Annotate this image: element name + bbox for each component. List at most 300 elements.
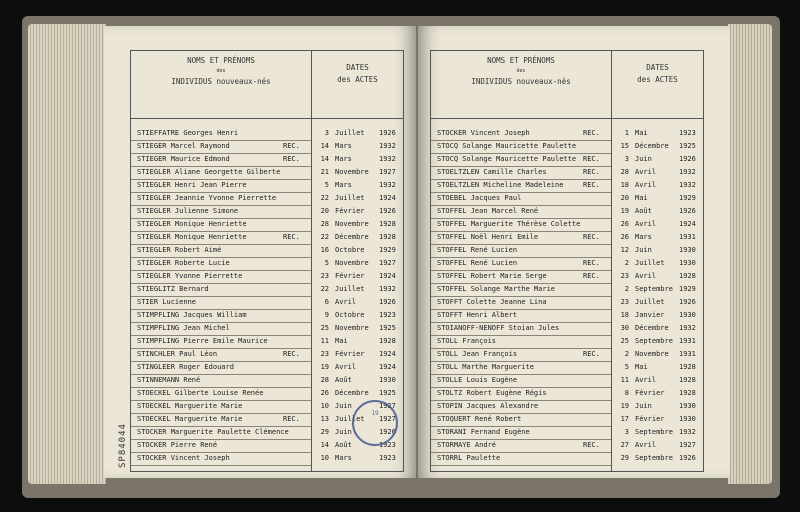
entry-name: STIEGER Maurice Edmond xyxy=(137,155,230,163)
entry-name: STOELTZLEN Camille Charles xyxy=(437,168,547,176)
entry-day: 30 xyxy=(620,324,629,332)
right-dates-header: DATES des ACTES xyxy=(637,63,678,84)
entry-month: Novembre xyxy=(335,259,369,267)
row-rule xyxy=(431,348,611,349)
entry-name: STOFFEL Jean Marcel René xyxy=(437,207,539,215)
entry-month: Septembre xyxy=(635,454,673,462)
entry-name: STORMAYE André xyxy=(437,441,497,449)
entry-name: STOLL Marthe Marguerite xyxy=(437,363,534,371)
entry-year: 1932 xyxy=(379,142,396,150)
table-row xyxy=(131,350,403,360)
table-row xyxy=(431,454,703,464)
table-row xyxy=(431,246,703,256)
entry-day: 8 xyxy=(624,389,629,397)
entry-day: 23 xyxy=(320,350,329,358)
row-rule xyxy=(131,452,311,453)
entry-month: Avril xyxy=(635,376,657,384)
entry-month: Avril xyxy=(635,168,657,176)
row-rule xyxy=(431,270,611,271)
entry-month: Février xyxy=(635,389,665,397)
entry-year: 1928 xyxy=(379,220,396,228)
row-rule xyxy=(431,426,611,427)
table-row xyxy=(431,220,703,230)
entry-day: 25 xyxy=(620,337,629,345)
right-header xyxy=(430,50,704,119)
table-row xyxy=(431,428,703,438)
entry-name: STIEGLER Jeannie Yvonne Pierrette xyxy=(137,194,277,202)
entry-year: 1928 xyxy=(679,363,696,371)
table-row xyxy=(431,285,703,295)
entry-rec: REC. xyxy=(583,441,600,449)
table-row xyxy=(431,376,703,386)
table-row xyxy=(431,363,703,373)
entry-year: 1926 xyxy=(379,129,396,137)
entry-year: 1929 xyxy=(679,285,696,293)
entry-name: STIEGLER Yvonne Pierrette xyxy=(137,272,243,280)
entry-name: STOIANOFF-NENOFF Stoian Jules xyxy=(437,324,560,332)
entry-month: Décembre xyxy=(335,233,369,241)
entry-year: 1929 xyxy=(679,194,696,202)
row-rule xyxy=(431,205,611,206)
entry-year: 1930 xyxy=(679,311,696,319)
entry-year: 1926 xyxy=(379,298,396,306)
row-rule xyxy=(131,465,311,466)
table-row xyxy=(131,194,403,204)
entry-month: Avril xyxy=(635,220,657,228)
entry-month: Juin xyxy=(335,428,352,436)
table-row xyxy=(131,168,403,178)
table-row xyxy=(431,233,703,243)
entry-year: 1930 xyxy=(679,259,696,267)
table-row xyxy=(431,311,703,321)
table-row xyxy=(131,285,403,295)
row-rule xyxy=(131,244,311,245)
entry-year: 1931 xyxy=(679,350,696,358)
entry-month: Novembre xyxy=(635,350,669,358)
row-rule xyxy=(431,218,611,219)
row-rule xyxy=(131,153,311,154)
entry-month: Décembre xyxy=(335,389,369,397)
row-rule xyxy=(431,309,611,310)
row-rule xyxy=(131,257,311,258)
entry-rec: REC. xyxy=(583,129,600,137)
entry-name: STOPIN Jacques Alexandre xyxy=(437,402,539,410)
entry-year: 1926 xyxy=(679,155,696,163)
entry-day: 19 xyxy=(620,207,629,215)
entry-day: 23 xyxy=(320,272,329,280)
entry-name: STIEFFATRE Georges Henri xyxy=(137,129,239,137)
entry-month: Novembre xyxy=(335,220,369,228)
entry-month: Mars xyxy=(635,233,652,241)
row-rule xyxy=(431,465,611,466)
table-row xyxy=(431,259,703,269)
entry-day: 17 xyxy=(620,415,629,423)
row-rule xyxy=(131,218,311,219)
table-row xyxy=(131,207,403,217)
row-rule xyxy=(131,283,311,284)
entry-name: STINGLEER Roger Edouard xyxy=(137,363,234,371)
table-row xyxy=(131,376,403,386)
table-row xyxy=(431,207,703,217)
table-row xyxy=(431,194,703,204)
entry-month: Juillet xyxy=(335,129,365,137)
entry-year: 1927 xyxy=(379,168,396,176)
entry-name: STIEGER Marcel Raymond xyxy=(137,142,230,150)
table-row xyxy=(131,129,403,139)
table-row xyxy=(131,298,403,308)
table-row xyxy=(431,415,703,425)
entry-name: STOFFEL Solange Marthe Marie xyxy=(437,285,556,293)
table-row xyxy=(131,337,403,347)
row-rule xyxy=(431,296,611,297)
entry-year: 1926 xyxy=(679,207,696,215)
right-names-header: NOMS ET PRÉNOMS des INDIVIDUS nouveaux-nés xyxy=(431,51,612,119)
entry-month: Juin xyxy=(335,402,352,410)
entry-year: 1923 xyxy=(679,129,696,137)
entry-name: STOFFEL Robert Marie Serge xyxy=(437,272,547,280)
entry-day: 2 xyxy=(624,259,629,267)
row-rule xyxy=(431,153,611,154)
entry-day: 9 xyxy=(324,311,329,319)
entry-day: 21 xyxy=(320,168,329,176)
entry-month: Juillet xyxy=(335,415,365,423)
entry-day: 28 xyxy=(320,376,329,384)
entry-year: 1924 xyxy=(679,220,696,228)
entry-name: STOLL Jean François xyxy=(437,350,518,358)
row-rule xyxy=(131,413,311,414)
entry-rec: REC. xyxy=(583,272,600,280)
row-rule xyxy=(131,322,311,323)
entry-year: 1925 xyxy=(679,142,696,150)
table-row xyxy=(131,246,403,256)
entry-day: 15 xyxy=(620,142,629,150)
row-rule xyxy=(131,348,311,349)
entry-rec: REC. xyxy=(283,233,300,241)
entry-day: 20 xyxy=(320,207,329,215)
row-rule xyxy=(431,413,611,414)
entry-month: Mai xyxy=(335,337,348,345)
entry-year: 1924 xyxy=(379,350,396,358)
table-row xyxy=(431,337,703,347)
row-rule xyxy=(131,140,311,141)
entry-name: STOEBEL Jacques Paul xyxy=(437,194,522,202)
entry-year: 1932 xyxy=(379,155,396,163)
entry-year: 1928 xyxy=(379,233,396,241)
entry-year: 1930 xyxy=(679,402,696,410)
row-rule xyxy=(431,374,611,375)
row-rule xyxy=(131,270,311,271)
entry-month: Août xyxy=(335,376,352,384)
row-rule xyxy=(131,374,311,375)
entry-year: 1927 xyxy=(379,259,396,267)
entry-day: 29 xyxy=(620,454,629,462)
entry-year: 1924 xyxy=(379,272,396,280)
entry-month: Novembre xyxy=(335,168,369,176)
entry-month: Mai xyxy=(635,363,648,371)
entry-rec: REC. xyxy=(583,350,600,358)
entry-month: Mars xyxy=(335,142,352,150)
entry-month: Février xyxy=(635,415,665,423)
entry-month: Octobre xyxy=(335,246,365,254)
entry-name: STOELTZLEN Micheline Madeleine xyxy=(437,181,564,189)
entry-name: STORRL Paulette xyxy=(437,454,501,462)
entry-month: Février xyxy=(335,350,365,358)
entry-day: 10 xyxy=(320,402,329,410)
entry-name: STINCHLER Paul Léon xyxy=(137,350,218,358)
entry-month: Décembre xyxy=(635,142,669,150)
entry-year: 1925 xyxy=(379,389,396,397)
entry-month: Septembre xyxy=(635,337,673,345)
entry-day: 28 xyxy=(620,168,629,176)
entry-rec: REC. xyxy=(583,155,600,163)
table-row xyxy=(131,363,403,373)
entry-year: 1923 xyxy=(379,454,396,462)
entry-year: 1932 xyxy=(679,428,696,436)
row-rule xyxy=(131,231,311,232)
entry-day: 22 xyxy=(320,285,329,293)
entry-name: STOLTZ Robert Eugène Régis xyxy=(437,389,547,397)
entry-year: 1927 xyxy=(379,415,396,423)
entry-day: 25 xyxy=(320,324,329,332)
row-rule xyxy=(131,426,311,427)
entry-name: STOCQ Solange Mauricette Paulette xyxy=(437,155,577,163)
entry-name: STIEGLER Roberte Lucie xyxy=(137,259,230,267)
row-rule xyxy=(131,309,311,310)
entry-year: 1932 xyxy=(679,324,696,332)
table-row xyxy=(431,272,703,282)
row-rule xyxy=(431,361,611,362)
left-header xyxy=(130,50,404,119)
table-row xyxy=(431,168,703,178)
entry-day: 29 xyxy=(320,428,329,436)
row-rule xyxy=(131,179,311,180)
entry-name: STOCKER Marguerite Paulette Clémence xyxy=(137,428,289,436)
entry-name: STOFFEL Marguerite Thérèse Colette xyxy=(437,220,581,228)
entry-month: Avril xyxy=(635,181,657,189)
entry-day: 5 xyxy=(324,181,329,189)
row-rule xyxy=(131,335,311,336)
entry-month: Juillet xyxy=(335,194,365,202)
table-row xyxy=(431,324,703,334)
entry-day: 18 xyxy=(620,311,629,319)
entry-day: 26 xyxy=(320,389,329,397)
entry-name: STOECKEL Marguerite Marie xyxy=(137,415,243,423)
entry-name: STOCKER Vincent Joseph xyxy=(437,129,530,137)
table-row xyxy=(431,350,703,360)
table-row xyxy=(131,142,403,152)
row-rule xyxy=(431,192,611,193)
table-row xyxy=(131,181,403,191)
entry-day: 5 xyxy=(624,363,629,371)
table-row xyxy=(431,142,703,152)
entry-name: STIEGLER Monique Henriette xyxy=(137,220,247,228)
entry-rec: REC. xyxy=(583,181,600,189)
entry-day: 2 xyxy=(624,350,629,358)
entry-month: Juin xyxy=(635,155,652,163)
entry-rec: REC. xyxy=(583,168,600,176)
entry-day: 3 xyxy=(324,129,329,137)
entry-year: 1926 xyxy=(679,454,696,462)
entry-day: 26 xyxy=(620,220,629,228)
entry-year: 1923 xyxy=(379,311,396,319)
entry-day: 19 xyxy=(620,402,629,410)
entry-year: 1928 xyxy=(679,272,696,280)
row-rule xyxy=(131,166,311,167)
entry-day: 14 xyxy=(320,155,329,163)
entry-month: Février xyxy=(335,272,365,280)
entry-day: 22 xyxy=(320,233,329,241)
entry-year: 1927 xyxy=(679,441,696,449)
entry-month: Janvier xyxy=(635,311,665,319)
entry-name: STIER Lucienne xyxy=(137,298,197,306)
entry-day: 19 xyxy=(320,363,329,371)
row-rule xyxy=(431,400,611,401)
table-row xyxy=(431,298,703,308)
archive-stamp: 19 xyxy=(352,400,398,446)
entry-name: STIEGLER Henri Jean Pierre xyxy=(137,181,247,189)
entry-day: 26 xyxy=(620,233,629,241)
entry-year: 1926 xyxy=(379,428,396,436)
entry-month: Avril xyxy=(635,441,657,449)
archive-number: SP84044 xyxy=(118,423,128,468)
entry-year: 1931 xyxy=(679,337,696,345)
entry-month: Avril xyxy=(335,363,357,371)
entry-year: 1932 xyxy=(679,168,696,176)
entry-month: Juillet xyxy=(635,259,665,267)
entry-name: STIMPFLING Jean Michel xyxy=(137,324,230,332)
table-row xyxy=(431,181,703,191)
entry-month: Mars xyxy=(335,454,352,462)
entry-year: 1930 xyxy=(379,376,396,384)
entry-rec: REC. xyxy=(283,415,300,423)
entry-day: 2 xyxy=(624,285,629,293)
entry-name: STOCQ Solange Mauricette Paulette xyxy=(437,142,577,150)
entry-name: STOCKER Vincent Joseph xyxy=(137,454,230,462)
entry-name: STIEGLER Monique Henriette xyxy=(137,233,247,241)
entry-month: Octobre xyxy=(335,311,365,319)
entry-day: 13 xyxy=(320,415,329,423)
entry-year: 1929 xyxy=(379,246,396,254)
entry-rec: REC. xyxy=(283,155,300,163)
entry-month: Septembre xyxy=(635,285,673,293)
row-rule xyxy=(431,335,611,336)
right-page xyxy=(418,26,730,478)
table-row xyxy=(431,441,703,451)
row-rule xyxy=(431,166,611,167)
entry-year: 1923 xyxy=(379,441,396,449)
entry-day: 27 xyxy=(620,441,629,449)
entry-day: 22 xyxy=(320,194,329,202)
entry-rec: REC. xyxy=(283,142,300,150)
row-rule xyxy=(431,322,611,323)
entry-month: Juin xyxy=(635,402,652,410)
entry-year: 1926 xyxy=(679,298,696,306)
entry-year: 1932 xyxy=(379,285,396,293)
row-rule xyxy=(131,205,311,206)
entry-name: STOFFEL René Lucien xyxy=(437,259,518,267)
left-names-header: NOMS ET PRÉNOMS des INDIVIDUS nouveaux-nés xyxy=(131,51,312,119)
entry-rec: REC. xyxy=(583,259,600,267)
table-row xyxy=(131,259,403,269)
entry-name: STOCKER Pierre René xyxy=(137,441,218,449)
entry-month: Juillet xyxy=(635,298,665,306)
entry-day: 14 xyxy=(320,441,329,449)
row-rule xyxy=(431,257,611,258)
entry-day: 6 xyxy=(324,298,329,306)
left-dates-header: DATES des ACTES xyxy=(337,63,378,84)
entry-rec: REC. xyxy=(283,350,300,358)
row-rule xyxy=(431,452,611,453)
entry-year: 1932 xyxy=(379,181,396,189)
entry-year: 1931 xyxy=(679,233,696,241)
entry-day: 5 xyxy=(324,259,329,267)
table-row xyxy=(131,324,403,334)
entry-name: STOECKEL Gilberte Louise Renée xyxy=(137,389,264,397)
entry-name: STINNEMANN René xyxy=(137,376,201,384)
table-row xyxy=(131,311,403,321)
table-row xyxy=(431,402,703,412)
row-rule xyxy=(131,296,311,297)
entry-month: Mai xyxy=(635,194,648,202)
row-rule xyxy=(431,283,611,284)
entry-year: 1932 xyxy=(679,181,696,189)
row-rule xyxy=(131,439,311,440)
entry-name: STIEGLITZ Bernard xyxy=(137,285,209,293)
entry-day: 3 xyxy=(624,428,629,436)
entry-month: Septembre xyxy=(635,428,673,436)
entry-day: 20 xyxy=(620,194,629,202)
entry-day: 12 xyxy=(620,246,629,254)
table-row xyxy=(431,129,703,139)
table-row xyxy=(131,389,403,399)
entry-month: Mars xyxy=(335,181,352,189)
row-rule xyxy=(431,387,611,388)
entry-name: STOFFEL Noël Henri Emile xyxy=(437,233,539,241)
entry-month: Août xyxy=(635,207,652,215)
entry-year: 1927 xyxy=(379,402,396,410)
entry-month: Avril xyxy=(335,298,357,306)
entry-day: 10 xyxy=(320,454,329,462)
entry-year: 1930 xyxy=(679,415,696,423)
row-rule xyxy=(431,231,611,232)
entry-year: 1924 xyxy=(379,363,396,371)
entry-year: 1926 xyxy=(379,207,396,215)
entry-name: STOLLE Louis Eugène xyxy=(437,376,518,384)
entry-name: STOFFT Colette Jeanne Lina xyxy=(437,298,547,306)
entry-name: STOFFEL René Lucien xyxy=(437,246,518,254)
row-rule xyxy=(431,140,611,141)
entry-year: 1928 xyxy=(679,376,696,384)
row-rule xyxy=(431,439,611,440)
entry-month: Juillet xyxy=(335,285,365,293)
entry-day: 23 xyxy=(620,272,629,280)
entry-name: STOLL François xyxy=(437,337,497,345)
table-row xyxy=(131,233,403,243)
entry-day: 1 xyxy=(624,129,629,137)
entry-name: STOECKEL Marguerite Marie xyxy=(137,402,243,410)
row-rule xyxy=(131,400,311,401)
entry-day: 23 xyxy=(620,298,629,306)
entry-day: 11 xyxy=(320,337,329,345)
table-row xyxy=(131,155,403,165)
entry-month: Décembre xyxy=(635,324,669,332)
table-row xyxy=(131,220,403,230)
entry-month: Février xyxy=(335,207,365,215)
entry-day: 16 xyxy=(320,246,329,254)
entry-year: 1928 xyxy=(379,337,396,345)
entry-year: 1924 xyxy=(379,194,396,202)
row-rule xyxy=(131,361,311,362)
